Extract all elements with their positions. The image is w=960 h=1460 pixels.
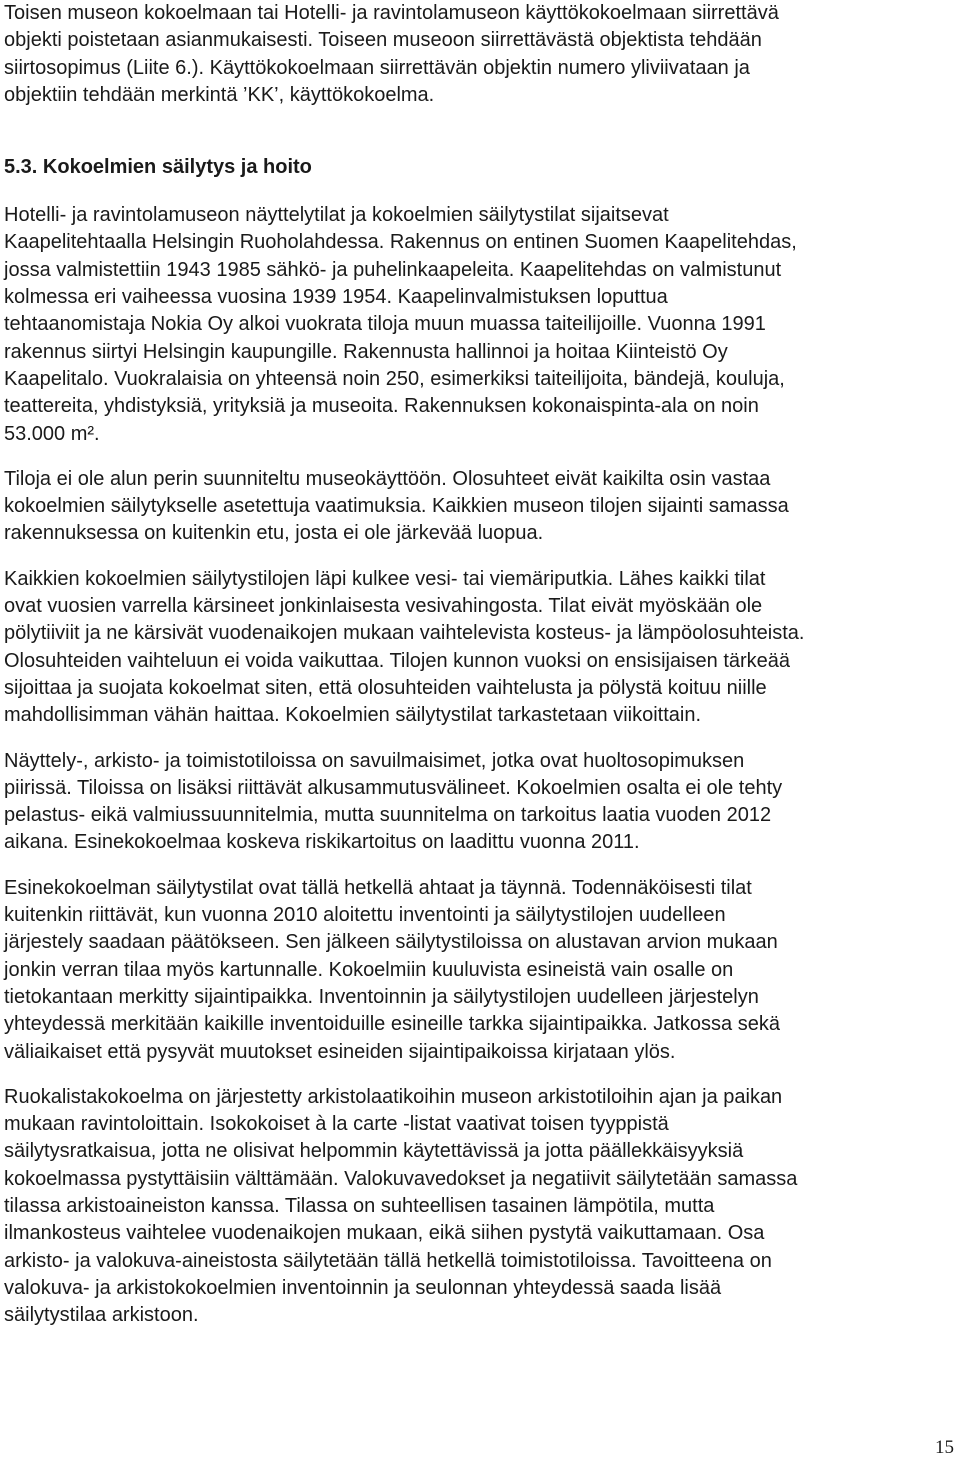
body-paragraph: Hotelli- ja ravintolamuseon näyttelytilat ja kokoelmien säilytystilat sijaitsevat Kaapelitehtaalla Helsingin Ruoholahdessa. Rakennus on entinen Suomen Kaapelitehdas, jossa valmistettiin 1943 1985 sähkö- ja puhelinkaapeleita. Kaapelitehdas on valmistunut kolmessa eri vaiheessa vuosina 1939 1954. Kaapelinvalmistuksen loputtua tehtaanomistaja Nokia Oy alkoi vuokrata tiloja muun muassa taiteilijoille. Vuonna 1991 rakennus siirtyi Helsingin kaupungille. Rakennusta hallinnoi ja hoitaa Kiinteistö Oy Kaapelitalo. Vuokralaisia on yhteensä noin 250, esimerkiksi taiteilijoita, bändejä, kouluja, teattereita, yhdistyksiä, yrityksiä ja museoita. Rakennuksen kokonaispinta-ala on noin 53.000 m². bbox=[4, 204, 797, 445]
section-heading: 5.3. Kokoelmien säilytys ja hoito bbox=[4, 156, 312, 179]
body-paragraph: Ruokalistakokoelma on järjestetty arkistolaatikoihin museon arkistotiloihin ajan ja paikan mukaan ravintoloittain. Isokokoiset à la carte -listat vaativat toisen tyyppistä säilytysratkaisua, jotta ne olisivat helpommin käytettävissä ja jotta päällekkäisyyksiä kokoelmassa pystyttäisiin välttämään. Valokuvavedokset ja negatiivit säilytetään samassa tilassa arkistoaineiston kanssa. Tilassa on suhteellisen tasainen lämpötila, mutta ilmankosteus vaihtelee vuodenaikojen mukaan, eikä siihen pystytä vaikuttamaan. Osa arkisto- ja valokuva-aineistosta säilytetään tällä hetkellä toimistotiloissa. Tavoitteena on valokuva- ja arkistokokoelmien inventoinnin ja seulonnan yhteydessä saada lisää säilytystilaa arkistoon. bbox=[4, 1085, 798, 1327]
body-paragraph: Kaikkien kokoelmien säilytystilojen läpi kulkee vesi- tai viemäriputkia. Lähes kaikki tilat ovat vuosien varrella kärsineet jonkinlaisesta vesivahingosta. Tilat eivät myöskään ole pölytiiviit ja ne kärsivät vuodenaikojen mukaan vaihtelevista kosteus- ja lämpöolosuhteista. Olosuhteiden vaihteluun ei voida vaikuttaa. Tilojen kunnon vuoksi on ensisijaisen tärkeää sijoittaa ja suojata kokoelmat siten, että olosuhteiden vaihtelusta ja pölystä koituu niille mahdollisimman vähän haittaa. Kokoelmien säilytystilat tarkastetaan viikoittain. bbox=[4, 567, 805, 727]
document-page bbox=[4, 0, 948, 1347]
page-number: 15 bbox=[935, 1437, 954, 1458]
body-paragraph: Näyttely-, arkisto- ja toimistotiloissa on savuilmaisimet, jotka ovat huoltosopimuksen piirissä. Tiloissa on lisäksi riittävät alkusammutusvälineet. Kokoelmien osalta ei ole tehty pelastus- eikä valmiussuunnitelmia, mutta suunnitelma on tarkoitus laatia vuoden 2012 aikana. Esinekokoelmaa koskeva riskikartoitus on laadittu vuonna 2011. bbox=[4, 749, 783, 854]
body-paragraph: Esinekokoelman säilytystilat ovat tällä hetkellä ahtaat ja täynnä. Todennäköisesti tilat kuitenkin riittävät, kun vuonna 2010 aloitettu inventointi ja säilytystilojen uudelleen järjestely saadaan päätökseen. Sen jälkeen säilytystiloissa on alustavan arvion mukaan jonkin verran tilaa myös kartunnalle. Kokoelmiin kuuluvista esineistä vain osalle on tietokantaan merkitty sijaintipaikka. Inventoinnin ja säilytystilojen uudelleen järjestelyn yhteydessä merkitään kaikille inventoiduille esineille tarkka sijaintipaikka. Jatkossa sekä väliaikaiset että pysyvät muutokset esineiden sijaintipaikoissa kirjataan ylös. bbox=[4, 876, 780, 1063]
intro-paragraph: Toisen museon kokoelmaan tai Hotelli- ja ravintolamuseon käyttökokoelmaan siirrettävä objekti poistetaan asianmukaisesti. Toiseen museoon siirrettävästä objektista tehdään siirtosopimus (Liite 6.). Käyttökokoelmaan siirrettävän objektin numero yliviivataan ja objektiin tehdään merkintä ’KK’, käyttökokoelma. bbox=[4, 2, 779, 106]
body-paragraph: Tiloja ei ole alun perin suunniteltu museokäyttöön. Olosuhteet eivät kaikilta osin vastaa kokoelmien säilytykselle asetettuja vaatimuksia. Kaikkien museon tilojen sijainti samassa rakennuksessa on kuitenkin etu, josta ei ole järkevää luopua. bbox=[4, 467, 789, 545]
